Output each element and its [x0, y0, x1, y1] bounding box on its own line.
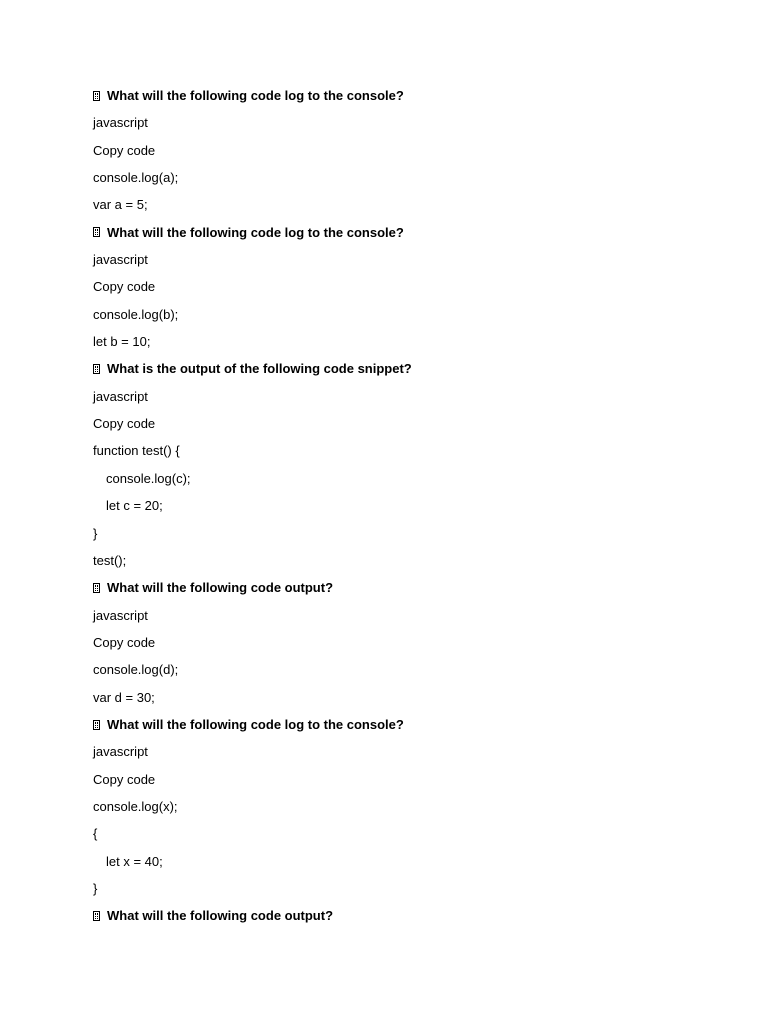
question-heading	[93, 711, 713, 738]
code-line: var a = 5;	[93, 197, 148, 213]
question-heading	[93, 902, 713, 929]
copy-code-label: Copy code	[93, 634, 156, 650]
code-line: console.log(d);	[93, 662, 179, 678]
code-line: }	[93, 880, 98, 896]
language-label: javascript	[93, 115, 148, 131]
code-line: console.log(b);	[93, 306, 179, 322]
copy-code-label: Copy code	[93, 142, 156, 158]
missing-glyph-icon	[93, 227, 100, 237]
copy-code-label: Copy code	[93, 279, 156, 295]
code-line: var d = 30;	[93, 689, 155, 705]
missing-glyph-icon	[93, 911, 100, 921]
code-line: console.log(a);	[93, 170, 179, 186]
document-page	[93, 82, 713, 930]
question-heading	[93, 82, 713, 109]
question-text: What will the following code log to the console?	[107, 88, 404, 103]
language-label: javascript	[93, 744, 148, 760]
code-line: console.log(x);	[93, 798, 178, 814]
copy-code-label: Copy code	[93, 771, 156, 787]
question-text: What is the output of the following code snippet?	[107, 361, 412, 377]
code-line: function test() {	[93, 443, 180, 459]
code-line: {	[93, 826, 98, 842]
question-heading	[93, 574, 713, 601]
missing-glyph-icon	[93, 583, 100, 593]
code-line: let c = 20;	[106, 498, 163, 514]
copy-code-label: Copy code	[93, 416, 156, 432]
missing-glyph-icon	[93, 91, 100, 101]
language-label: javascript	[93, 607, 148, 623]
question-text: What will the following code log to the console?	[107, 716, 404, 732]
question-heading	[93, 219, 713, 246]
language-label: javascript	[93, 388, 148, 404]
missing-glyph-icon	[93, 364, 100, 374]
code-line: test();	[93, 552, 127, 568]
missing-glyph-icon	[93, 720, 100, 730]
code-line: }	[93, 525, 98, 541]
code-line: let x = 40;	[106, 853, 163, 869]
question-heading	[93, 355, 713, 382]
question-text: What will the following code output?	[107, 580, 334, 596]
question-text: What will the following code output?	[107, 908, 334, 924]
code-line: console.log(c);	[106, 470, 191, 486]
code-line: let b = 10;	[93, 334, 151, 350]
question-text: What will the following code log to the console?	[107, 224, 404, 240]
language-label: javascript	[93, 252, 148, 268]
